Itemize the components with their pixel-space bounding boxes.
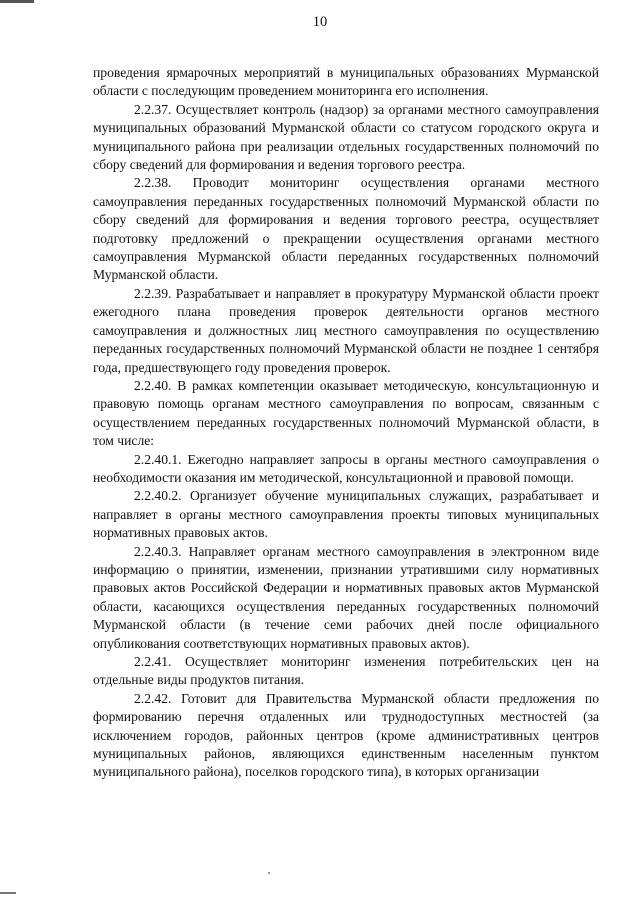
paragraph-2-2-40-2: 2.2.40.2. Организует обучение муниципальных служащих, разрабатывает и направляет в органы местного самоуправления проекты типовых муниципальных нормативных правовых актов. <box>93 488 599 541</box>
paragraph-2-2-39: 2.2.39. Разрабатывает и направляет в прокуратуру Мурманской области проект ежегодного плана проведения проверок деятельности органов местного самоуправления и должностных лиц местного самоуправления по осуществлению переданных государственных полномочий Мурманской области не позднее 1 сентября года, предшествующего году проведения проверок. <box>93 285 599 375</box>
paragraph-2-2-37: 2.2.37. Осуществляет контроль (надзор) за органами местного самоуправления муниципальных образований Мурманской области со статусом городского округа и муниципального района при реализации отдельных государственных полномочий по сбору сведений для формирования и ведения торгового реестра. <box>93 101 599 173</box>
paragraph-continuation: проведения ярмарочных мероприятий в муниципальных образованиях Мурманской области с последующим проведением мониторинга его исполнения. <box>93 65 599 99</box>
paragraph-2-2-42: 2.2.42. Готовит для Правительства Мурманской области предложения по формированию перечня отдаленных или труднодоступных местностей (за исключением городов, районных центров (кроме административных центров муниципальных районов, являющихся единственным населенным пунктом муниципального района), поселков городского типа), в которых организации <box>93 690 599 780</box>
paragraph-2-2-40-1: 2.2.40.1. Ежегодно направляет запросы в органы местного самоуправления о необходимости оказания им методической, консультационной и правовой помощи. <box>93 451 599 485</box>
scan-edge-mark <box>0 0 34 3</box>
scan-edge-mark-bottom <box>0 892 16 894</box>
paragraph-2-2-38: 2.2.38. Проводит мониторинг осуществления органами местного самоуправления переданных государственных полномочий Мурманской области по сбору сведений для формирования и ведения торгового реестра, осуществляет подготовку предложений о прекращении осуществления органами местного самоуправления Мурманской области переданных государственных полномочий Мурманской области. <box>93 175 599 283</box>
scan-speck <box>268 872 270 874</box>
paragraph-2-2-40-3: 2.2.40.3. Направляет органам местного самоуправления в электронном виде информацию о принятии, изменении, признании утратившими силу нормативных правовых актов Российской Федерации и нормативных правовых актов Мурманской области, касающихся осуществления переданных государственных полномочий Мурманской области (в течение семи рабочих дней после официального опубликования соответствующих нормативных правовых актов). <box>93 543 599 651</box>
paragraph-2-2-41: 2.2.41. Осуществляет мониторинг изменения потребительских цен на отдельные виды продуктов питания. <box>93 654 599 688</box>
page-number: 10 <box>312 14 328 30</box>
document-body <box>93 64 599 782</box>
paragraph-2-2-40: 2.2.40. В рамках компетенции оказывает методическую, консультационную и правовую помощь органам местного самоуправления по вопросам, связанным с осуществлением переданных государственных полномочий Мурманской области, в том числе: <box>93 377 599 449</box>
